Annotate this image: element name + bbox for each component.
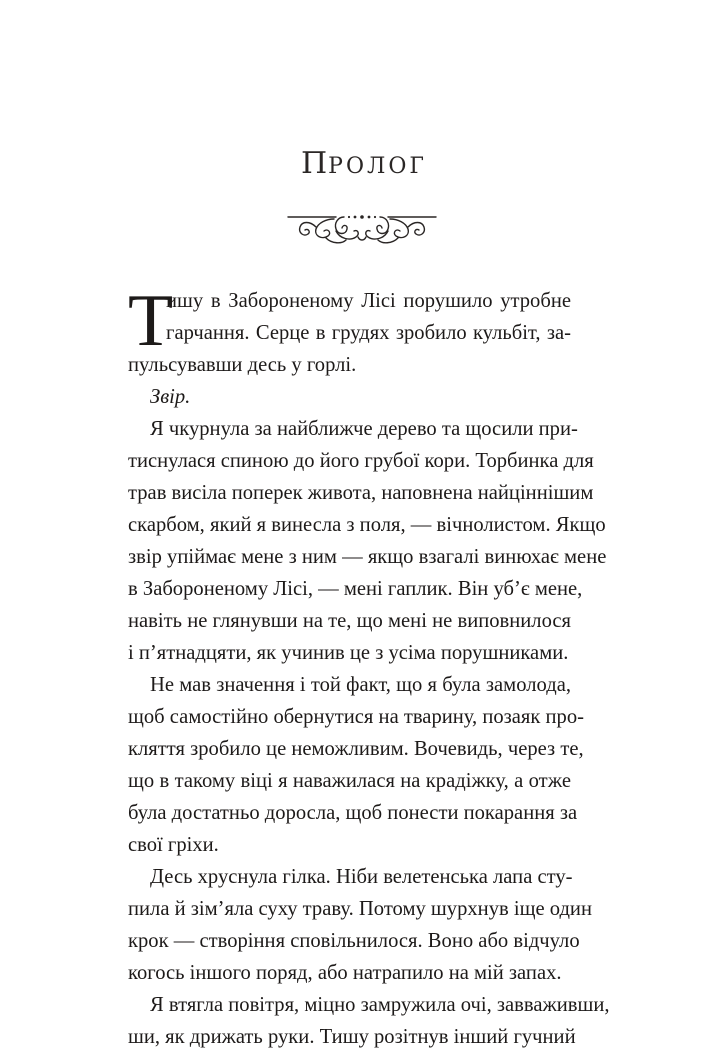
text-line: Я чкурнула за найближче дерево та щосили при- bbox=[150, 418, 578, 440]
text-line: кляття зробило це неможливим. Вочевидь, через те, bbox=[128, 738, 584, 760]
text-line: тиснулася спиною до його грубої кори. Торбинка для bbox=[128, 450, 594, 472]
chapter-title-rest: РОЛОГ bbox=[328, 154, 427, 179]
text-line: свої гріхи. bbox=[128, 834, 219, 856]
text-line: Я втягла повітря, міцно замружила очі, завваживши, bbox=[150, 994, 610, 1016]
text-line: що в такому віці я наважилася на крадіжку, а отже bbox=[128, 770, 571, 792]
text-line: крок — створіння сповільнилося. Воно або відчуло bbox=[128, 930, 580, 952]
text-line: звір упіймає мене з ним — якщо взагалі винюхає мене bbox=[128, 546, 607, 568]
text-line: Не мав значення і той факт, що я була замолода, bbox=[150, 674, 571, 696]
text-line: щоб самостійно обернутися на тварину, позаяк про- bbox=[128, 706, 585, 728]
text-line: навіть не глянувши на те, що мені не виповнилося bbox=[128, 610, 571, 632]
text-line: в Забороненому Лісі, — мені гаплик. Він уб’є мене, bbox=[128, 578, 583, 600]
text-line: була достатньо доросла, щоб понести покарання за bbox=[128, 802, 578, 824]
text-line: ишу в Забороненому Лісі порушило утробне bbox=[166, 290, 571, 312]
scroll-flourish-icon bbox=[286, 207, 438, 247]
drop-cap: Т bbox=[128, 280, 174, 362]
text-line: когось іншого поряд, або натрапило на мій запах. bbox=[128, 962, 562, 984]
text-line: Десь хруснула гілка. Ніби велетенська лапа сту- bbox=[150, 866, 573, 888]
text-line: пульсувавши десь у горлі. bbox=[128, 354, 357, 376]
first-paragraph bbox=[128, 280, 571, 381]
text-line: трав висіла поперек живота, наповнена найціннішим bbox=[128, 482, 594, 504]
prologue-text bbox=[128, 280, 610, 1053]
text-line: ши, як дрижать руки. Тишу розітнув інший гучний bbox=[128, 1026, 576, 1048]
text-line: Звір. bbox=[150, 386, 191, 408]
text-line: скарбом, який я винесла з поля, — вічнолистом. Якщо bbox=[128, 514, 606, 536]
text-line: пила й зім’яла суху траву. Потому шурхнув іще один bbox=[128, 898, 592, 920]
text-line: і п’ятнадцяти, як учинив це з усіма порушниками. bbox=[128, 642, 569, 664]
chapter-title-initial: П bbox=[301, 146, 329, 181]
text-line: гарчання. Серце в грудях зробило кульбіт, за- bbox=[166, 322, 571, 344]
chapter-title bbox=[0, 146, 728, 181]
